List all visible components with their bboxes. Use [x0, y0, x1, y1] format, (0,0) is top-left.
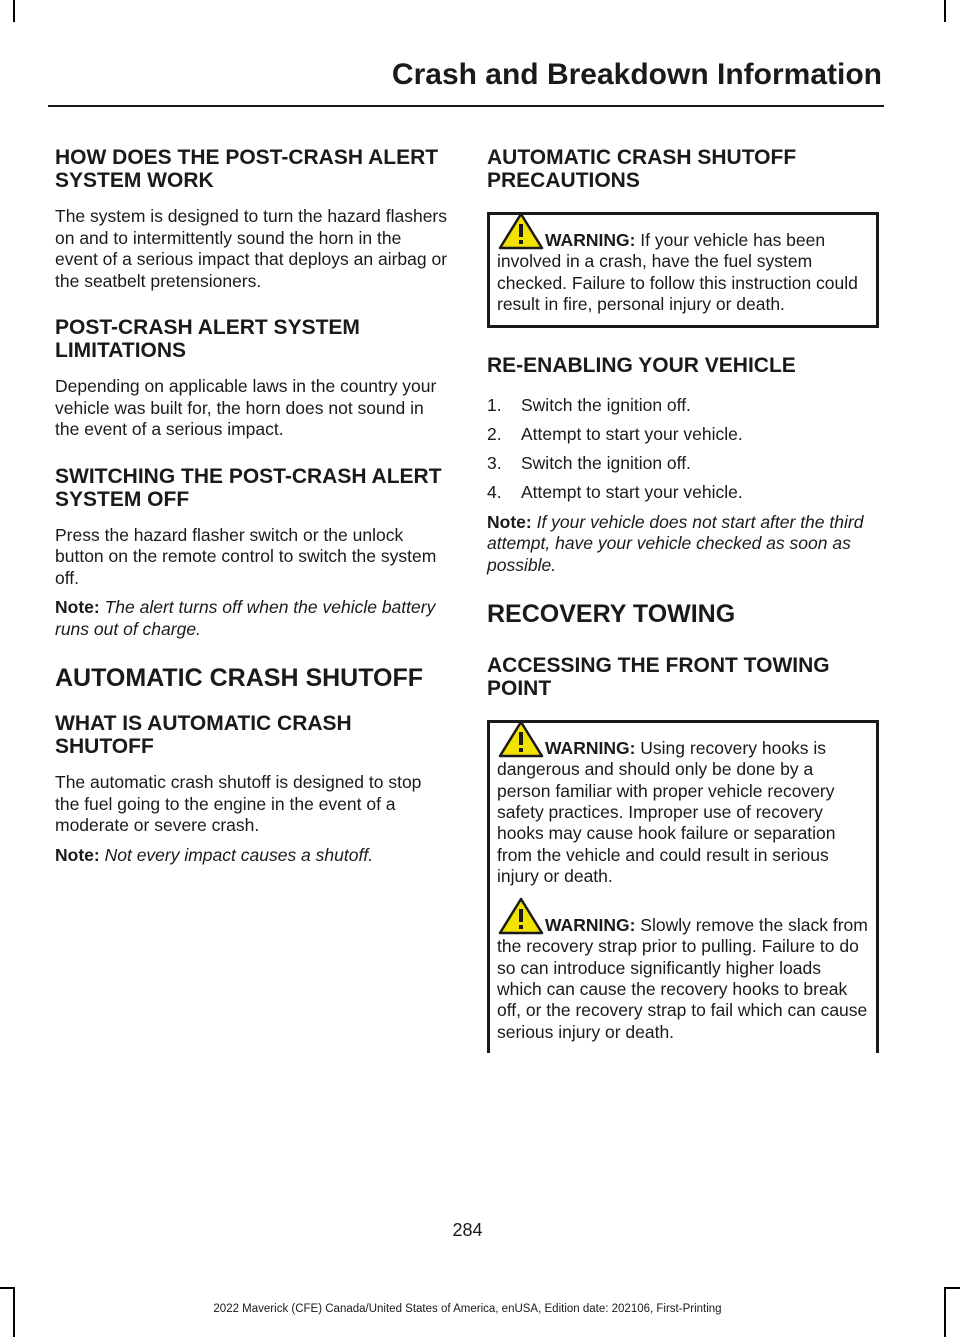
section-heading-switching-alert-off: SWITCHING THE POST-CRASH ALERT SYSTEM OFF [55, 464, 442, 511]
note-label: Note: [55, 844, 100, 865]
section-heading-shutoff-precautions: AUTOMATIC CRASH SHUTOFF PRECAUTIONS [487, 146, 797, 192]
warning-fuel-system [497, 222, 868, 315]
paragraph-post-crash-alert: The system is designed to turn the hazard flashers on and to intermittently sound the horn in the event of a serious impact that deploys an airbag or the seatbelt pretensioners. [55, 206, 448, 291]
left-column [55, 146, 448, 890]
warning-triangle-icon [497, 897, 545, 935]
list-item: 3. Switch the ignition off. [487, 453, 691, 474]
crop-mark-top-right [944, 0, 946, 22]
section-heading-re-enabling: RE-ENABLING YOUR VEHICLE [487, 354, 796, 378]
warning-triangle-icon [497, 720, 545, 758]
warning-label: WARNING: [545, 738, 636, 759]
paragraph-alert-limitations: Depending on applicable laws in the country your vehicle was built for, the horn does not sound in the event of a serious impact. [55, 376, 437, 439]
note-shutoff-impact [55, 845, 448, 867]
major-heading-automatic-crash-shutoff: AUTOMATIC CRASH SHUTOFF [55, 664, 424, 692]
footer-edition-info: 2022 Maverick (CFE) Canada/United States of America, enUSA, Edition date: 202106, First-Printing [213, 1303, 722, 1315]
note-start-attempts [487, 512, 879, 577]
list-item: 2. Attempt to start your vehicle. [487, 424, 743, 445]
note-alert-battery [55, 597, 448, 640]
paragraph-switching-alert-off: Press the hazard flasher switch or the unlock button on the remote control to switch the system off. [55, 524, 437, 588]
major-heading-recovery-towing: RECOVERY TOWING [487, 600, 736, 629]
warning-recovery-hooks [497, 730, 868, 887]
list-item: 4. Attempt to start your vehicle. [487, 482, 743, 503]
section-heading-what-is-shutoff: WHAT IS AUTOMATIC CRASH SHUTOFF [55, 712, 352, 758]
crop-mark-bottom-left-h [0, 1287, 15, 1289]
warning-triangle-icon [497, 212, 545, 250]
list-item: 1. Switch the ignition off. [487, 395, 691, 416]
section-heading-post-crash-alert: HOW DOES THE POST-CRASH ALERT SYSTEM WORK [55, 146, 439, 192]
header-rule [48, 105, 884, 107]
warning-label: WARNING: [545, 230, 636, 250]
paragraph-what-is-shutoff: The automatic crash shutoff is designed to stop the fuel going to the engine in the event of a moderate or severe crash. [55, 772, 422, 835]
re-enabling-steps [487, 395, 879, 504]
note-text: If your vehicle does not start after the third attempt, have your vehicle checked as soon as possible. [487, 511, 864, 575]
note-label: Note: [487, 511, 532, 532]
warning-label: WARNING: [545, 915, 636, 936]
section-heading-alert-limitations: POST-CRASH ALERT SYSTEM LIMITATIONS [55, 316, 360, 362]
warning-text: Slowly remove the slack from the recovery strap prior to pulling. Failure to do so can introduce significantly higher loads which can cause the recovery hooks to break off, or the recovery strap to fail which can cause serious injury or death. [497, 915, 868, 1042]
crop-mark-top-left [13, 0, 15, 22]
warning-text: If your vehicle has been involved in a crash, have the fuel system checked. Failure to follow this instruction could result in fire, personal injury or death. [497, 230, 858, 314]
warning-recovery-strap [497, 907, 868, 1043]
note-label: Note: [55, 597, 100, 617]
section-heading-front-towing-point: ACCESSING THE FRONT TOWING POINT [487, 654, 830, 701]
note-text: Not every impact causes a shutoff. [104, 844, 374, 865]
warning-text: Using recovery hooks is dangerous and should only be done by a person familiar with proper vehicle recovery safety practices. Improper use of recovery hooks may cause hook failure or separation from the vehicle and could result in serious injury or death. [497, 738, 836, 886]
note-text: The alert turns off when the vehicle battery runs out of charge. [55, 597, 436, 639]
right-column [487, 146, 879, 1079]
warning-box-recovery-hooks [487, 720, 879, 1053]
page-header-title: Crash and Breakdown Information [391, 58, 882, 91]
page-number: 284 [452, 1220, 483, 1240]
crop-mark-bottom-right-h [944, 1287, 960, 1289]
warning-box-fuel-system [487, 212, 879, 328]
crop-mark-bottom-right-v [944, 1287, 946, 1337]
